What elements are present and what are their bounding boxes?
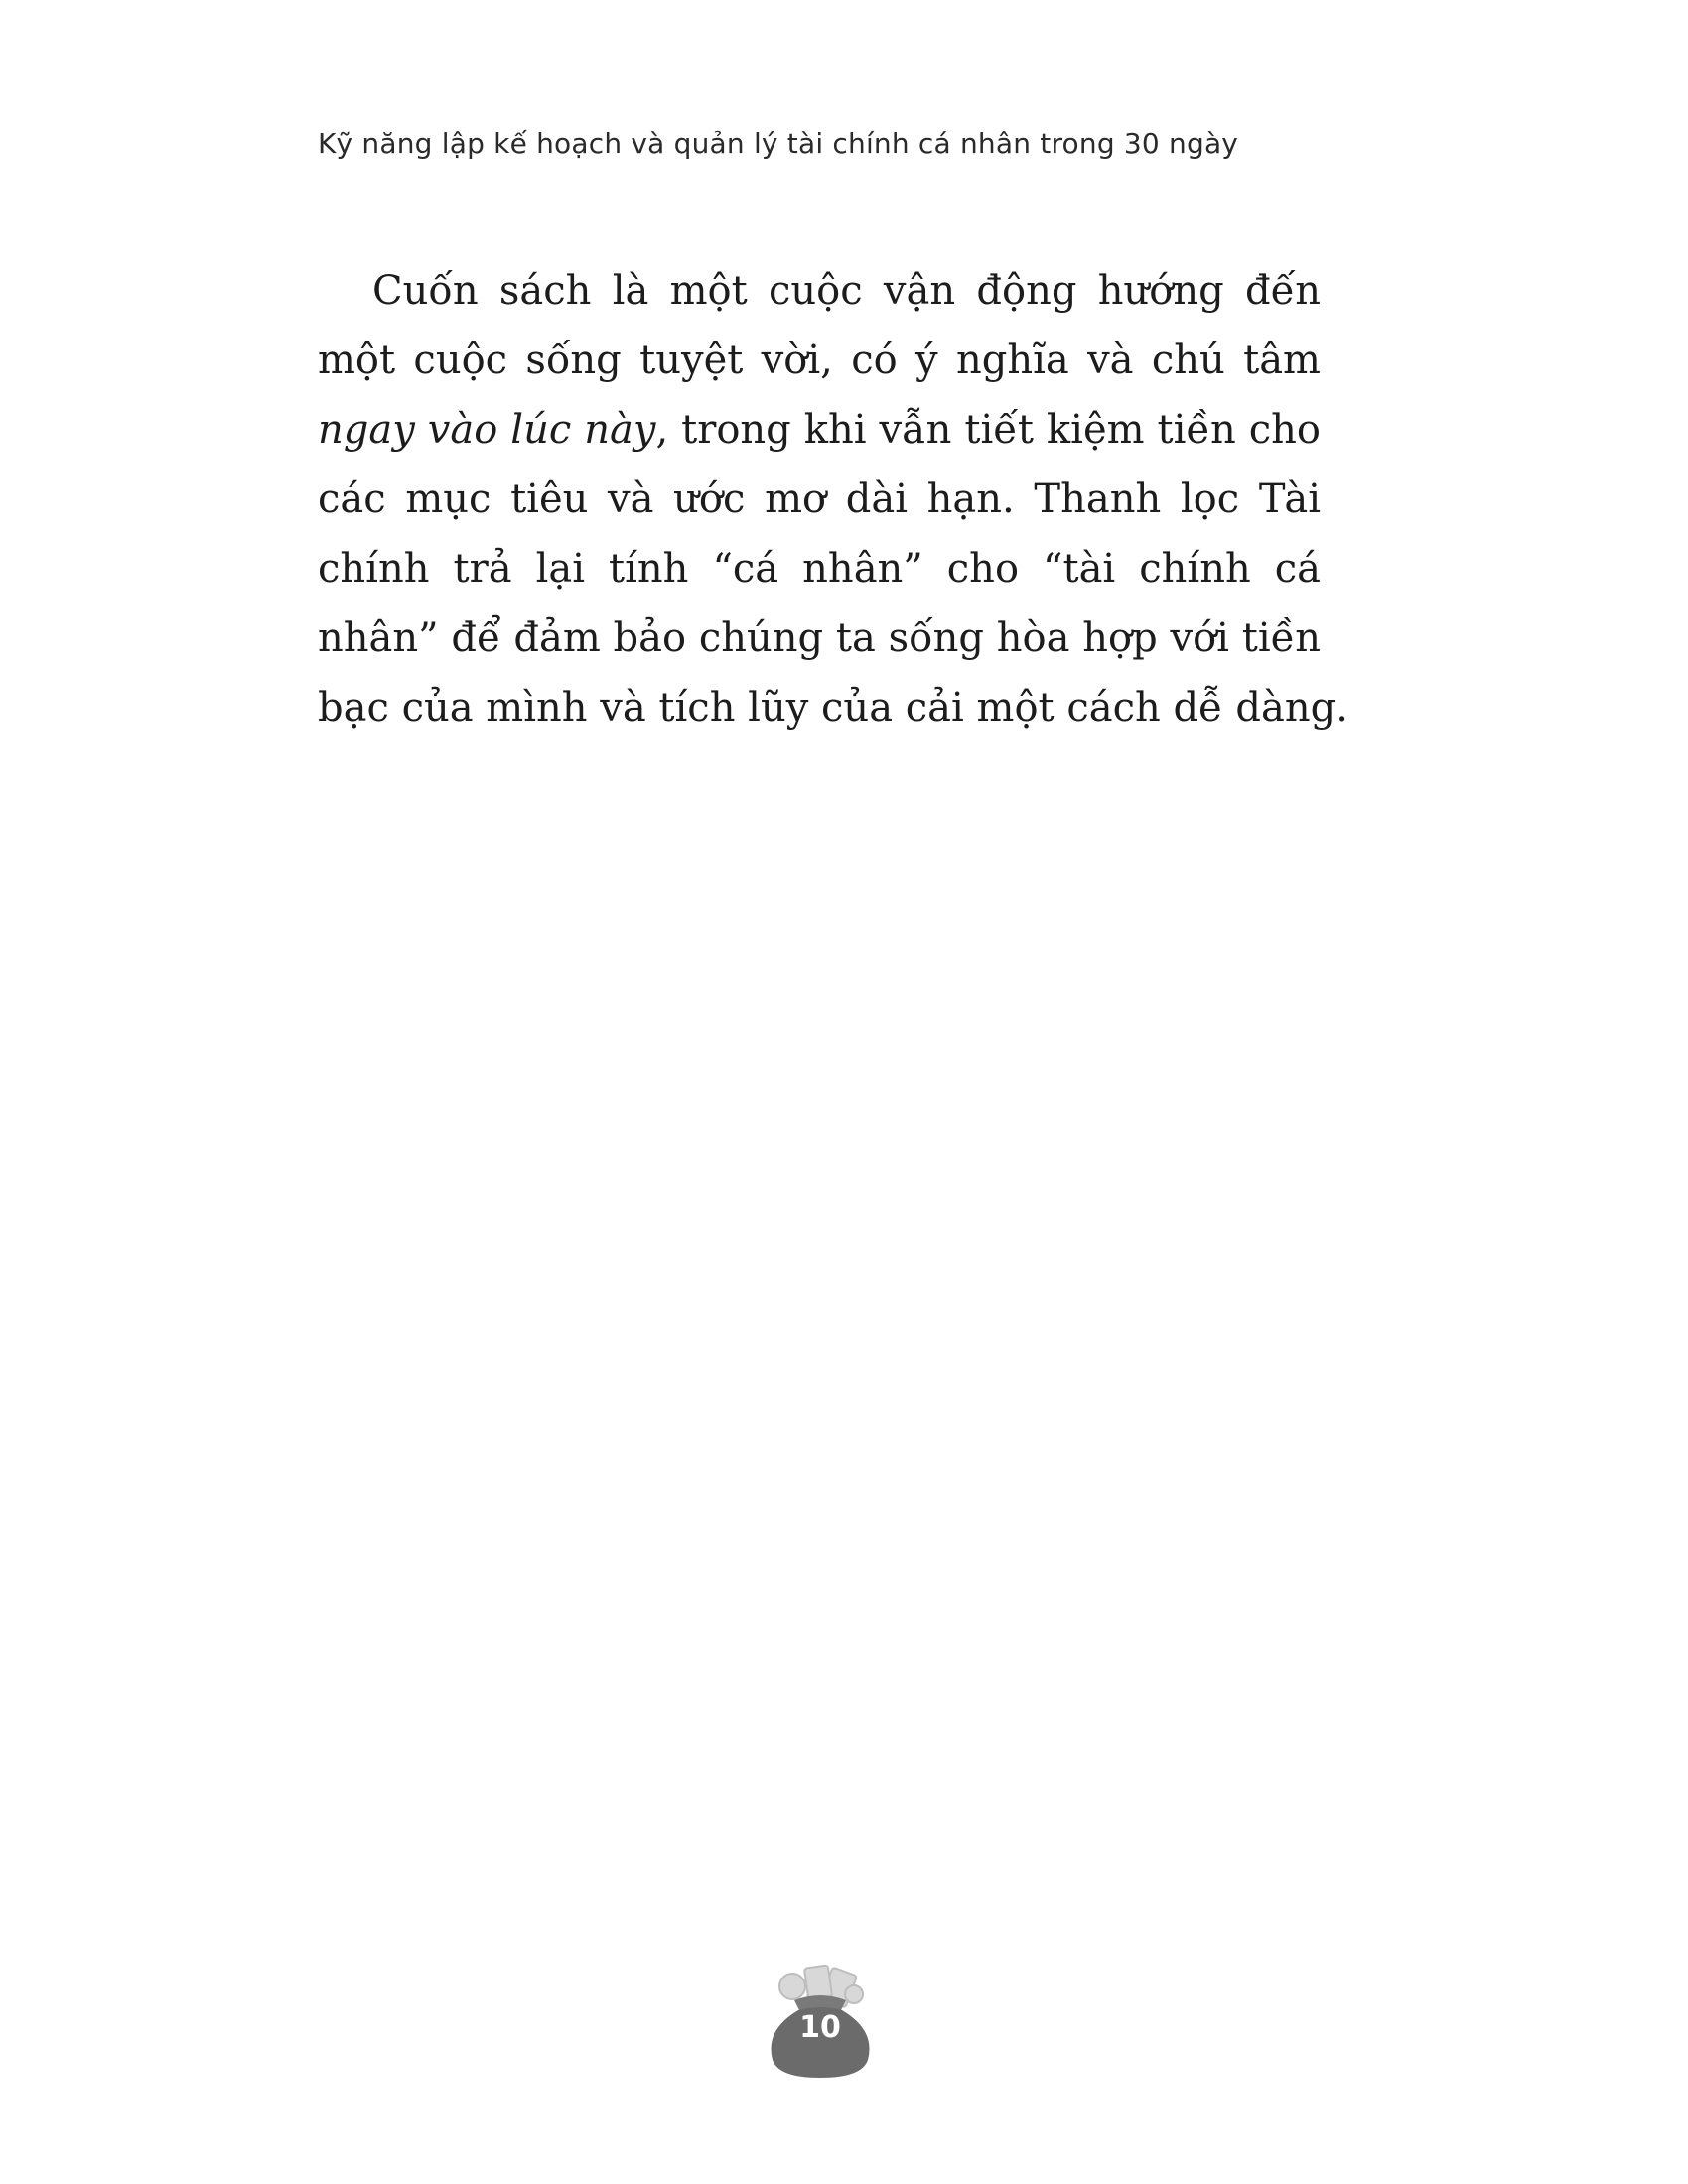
paragraph-line: [318, 395, 1321, 465]
paragraph-line: nhân” để đảm bảo chúng ta sống hòa hợp với tiền: [318, 615, 1321, 661]
body-paragraph: [318, 256, 1348, 743]
page-number: 10: [799, 2010, 841, 2045]
emphasis-text: ngay vào lúc này: [318, 407, 656, 453]
paragraph-line: một cuộc sống tuyệt vời, có ý nghĩa và chú tâm: [318, 338, 1321, 383]
paragraph-line-rest: , trong khi vẫn tiết kiệm tiền cho: [655, 407, 1321, 453]
paragraph-line: bạc của mình và tích lũy của cải một cách dễ dàng.: [318, 685, 1348, 731]
paragraph-line: Cuốn sách là một cuộc vận động hướng đến: [372, 268, 1321, 314]
running-header: Kỹ năng lập kế hoạch và quản lý tài chính cá nhân trong 30 ngày: [318, 127, 1239, 160]
page-number-badge: [765, 1961, 876, 2080]
paragraph-line: chính trả lại tính “cá nhân” cho “tài chính cá: [318, 546, 1321, 592]
paragraph-line: các mục tiêu và ước mơ dài hạn. Thanh lọc Tài: [318, 477, 1321, 522]
